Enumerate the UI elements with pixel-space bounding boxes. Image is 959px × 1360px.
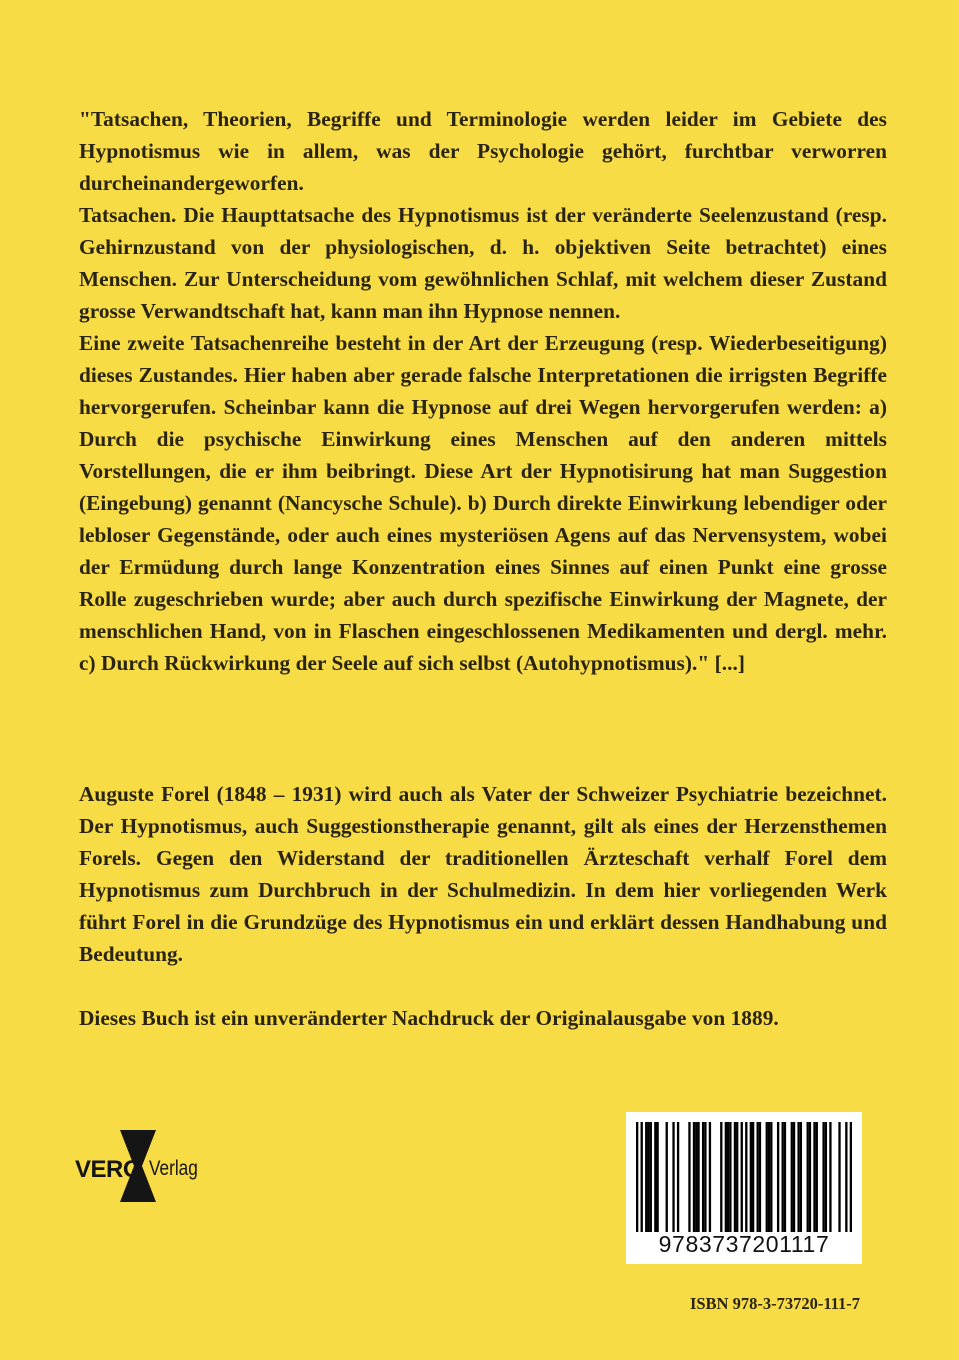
barcode-bar	[777, 1122, 779, 1232]
barcode	[626, 1112, 862, 1264]
barcode-bar	[734, 1122, 736, 1232]
barcode-bar	[807, 1122, 809, 1232]
barcode-bar	[809, 1122, 811, 1232]
barcode-bar	[736, 1122, 738, 1232]
barcode-bar	[800, 1122, 802, 1232]
reprint-note: Dieses Buch ist ein unveränderter Nachdruck der Originalausgabe von 1889.	[79, 1006, 779, 1030]
barcode-bar	[720, 1122, 722, 1232]
barcode-bar	[745, 1122, 747, 1232]
barcode-bar	[693, 1122, 695, 1232]
barcode-bar	[782, 1122, 784, 1232]
barcode-bar	[825, 1122, 827, 1232]
barcode-bar	[791, 1122, 793, 1232]
barcode-bar	[650, 1122, 652, 1232]
barcode-bar	[709, 1122, 711, 1232]
barcode-bar	[850, 1122, 852, 1232]
barcode-bar	[666, 1122, 668, 1232]
barcode-bar	[645, 1122, 647, 1232]
barcode-bar	[829, 1122, 831, 1232]
barcode-bar	[759, 1122, 761, 1232]
barcode-bar	[647, 1122, 649, 1232]
quote-excerpt	[79, 103, 887, 679]
barcode-bar	[816, 1122, 818, 1232]
quote-paragraph-2: Tatsachen. Die Haupttatsache des Hypnotismus ist der veränderte Seelenzustand (resp. Gehirnzustand von der physiologischen, d. h. objektiven Seite betrachtet) eines Menschen. Zur Unterscheidung vom gewöhnlichen Schlaf, mit welchem dieser Zustand grosse Verwandtschaft hat, kann man ihn Hypnose nennen.	[79, 203, 887, 323]
barcode-bar	[725, 1122, 727, 1232]
barcode-bar	[768, 1122, 770, 1232]
quote-paragraph-1: "Tatsachen, Theorien, Begriffe und Terminologie werden leider im Gebiete des Hypnotismus wie in allem, was der Psychologie gehört, furchtbar verworren durcheinandergeworfen.	[79, 107, 887, 195]
isbn-label: ISBN 978-3-73720-111-7	[689, 1294, 860, 1313]
barcode-bar	[822, 1122, 824, 1232]
barcode-number: 9783737201117	[658, 1231, 830, 1257]
reprint-note-block	[79, 1002, 887, 1034]
publisher-logo	[75, 1130, 205, 1210]
barcode-bar	[695, 1122, 697, 1232]
barcode-bar	[770, 1122, 772, 1232]
barcode-bar	[727, 1122, 729, 1232]
barcode-bar	[697, 1122, 699, 1232]
quote-paragraph-3: Eine zweite Tatsachenreihe besteht in der Art der Erzeugung (resp. Wiederbeseitigung) dieses Zustandes. Hier haben aber gerade falsche Interpretationen die irrigsten Begriffe hervorgerufen. Scheinbar kann die Hypnose auf drei Wegen hervorgerufen werden: a) Durch die psychische Einwirkung eines Menschen auf den anderen mittels Vorstellungen, die er ihm beibringt. Diese Art der Hypnotisirung hat man Suggestion (Eingebung) genannt (Nancysche Schule). b) Durch direkte Einwirkung lebendiger oder lebloser Gegenstände, oder auch eines mysteriösen Agens auf das Nervensystem, wobei der Ermüdung durch lange Konzentration eines Sinnes auf einen Punkt eine grosse Rolle zugeschrieben wurde; aber auch durch spezifische Einwirkung der Magnete, der menschlichen Hand, von in Flaschen eingeschlossenen Medikamenten und dergl. mehr. c) Durch Rückwirkung der Seele auf sich selbst (Autohypnotismus)." [...]	[79, 331, 887, 675]
barcode-bar	[688, 1122, 690, 1232]
barcode-bar	[793, 1122, 795, 1232]
barcode-bar	[750, 1122, 752, 1232]
barcode-bar	[656, 1122, 658, 1232]
logo-text-vero: VERO	[75, 1156, 142, 1183]
barcode-bar	[672, 1122, 674, 1232]
barcode-bar	[677, 1122, 679, 1232]
logo-text-verlag: Verlag	[149, 1157, 198, 1180]
barcode-bar	[838, 1122, 840, 1232]
barcode-bar	[654, 1122, 656, 1232]
barcode-bar	[845, 1122, 847, 1232]
barcode-bar	[797, 1122, 799, 1232]
barcode-bar	[766, 1122, 768, 1232]
barcode-bar	[741, 1122, 743, 1232]
barcode-bar	[784, 1122, 786, 1232]
barcode-bar	[752, 1122, 754, 1232]
barcode-bar	[636, 1122, 638, 1232]
barcode-bar	[702, 1122, 704, 1232]
barcode-bar	[641, 1122, 643, 1232]
barcode-bar	[704, 1122, 706, 1232]
barcode-bar	[813, 1122, 815, 1232]
barcode-bar	[757, 1122, 759, 1232]
barcode-bars	[636, 1122, 852, 1232]
barcode-bar	[729, 1122, 731, 1232]
author-paragraph: Auguste Forel (1848 – 1931) wird auch als Vater der Schweizer Psychiatrie bezeichnet. Der Hypnotismus, auch Suggestionstherapie genannt, gilt als eines der Herzensthemen Forels. Gegen den Widerstand der traditionellen Ärzteschaft verhalf Forel dem Hypnotismus zum Durchbruch in der Schulmedizin. In dem hier vorliegenden Werk führt Forel in die Grundzüge des Hypnotismus ein und erklärt dessen Handhabung und Bedeutung.	[79, 782, 887, 966]
author-description	[79, 778, 887, 970]
